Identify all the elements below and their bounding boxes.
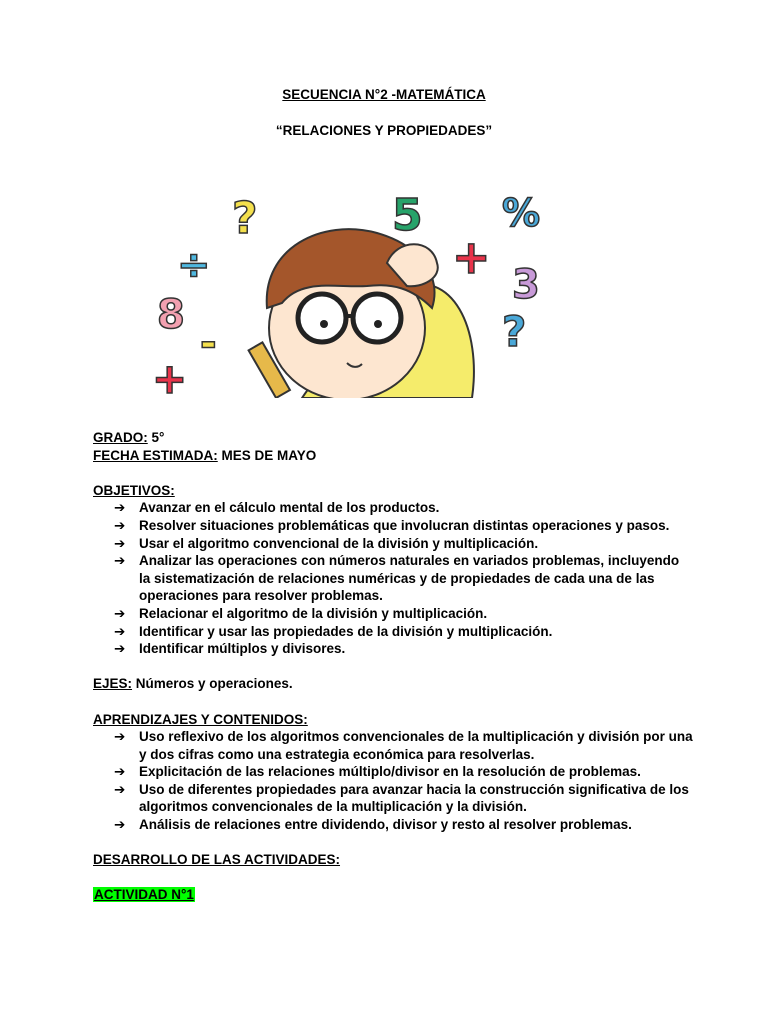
- objetivos-heading: OBJETIVOS:: [93, 482, 175, 498]
- list-item: ➔ Usar el algoritmo convencional de la división y multiplicación.: [114, 535, 539, 551]
- list-item: ➔ Avanzar en el cálculo mental de los productos.: [114, 500, 440, 516]
- fecha-value: MES DE MAYO: [217, 447, 317, 463]
- svg-text:?: ?: [232, 193, 258, 244]
- arrow-bullet-icon: ➔: [114, 817, 126, 833]
- thinking-child-icon: [152, 178, 560, 398]
- svg-text:+: +: [152, 354, 188, 398]
- actividad-line: [93, 886, 693, 904]
- svg-text:3: 3: [512, 262, 540, 308]
- list-item: ➔ Relacionar el algoritmo de la división y multiplicación.: [114, 605, 488, 621]
- aprendizajes-list: [93, 728, 693, 834]
- aprendizajes-heading: APRENDIZAJES Y CONTENIDOS:: [93, 711, 308, 727]
- svg-text:?: ?: [502, 307, 527, 356]
- arrow-bullet-icon: ➔: [114, 623, 126, 639]
- svg-text:+: +: [452, 230, 491, 284]
- ejes-line: [93, 675, 693, 693]
- svg-text:8: 8: [157, 292, 185, 338]
- list-item: ➔ Explicitación de las relaciones múltiplo/divisor en la resolución de problemas.: [114, 764, 641, 780]
- document-body: [93, 429, 693, 904]
- document-title: SECUENCIA N°2 -MATEMÁTICA: [282, 87, 486, 102]
- arrow-bullet-icon: ➔: [114, 553, 126, 569]
- list-item: ➔ Identificar y usar las propiedades de la división y multiplicación.: [114, 623, 553, 639]
- arrow-bullet-icon: ➔: [114, 781, 126, 797]
- arrow-bullet-icon: ➔: [114, 729, 126, 745]
- arrow-bullet-icon: ➔: [114, 641, 126, 657]
- svg-text:÷: ÷: [177, 242, 211, 288]
- thinking-child-illustration: [152, 178, 560, 398]
- arrow-bullet-icon: ➔: [114, 764, 126, 780]
- arrow-bullet-icon: ➔: [114, 535, 126, 551]
- arrow-bullet-icon: ➔: [114, 605, 126, 621]
- fecha-line: [93, 447, 693, 465]
- grado-line: [93, 429, 693, 447]
- svg-text:-: -: [200, 320, 217, 366]
- svg-text:%: %: [502, 191, 541, 235]
- arrow-bullet-icon: ➔: [114, 500, 126, 516]
- list-item: ➔ Uso reflexivo de los algoritmos convencionales de la multiplicación y división por una y dos cifras como una estrategia económica para resolverlas.: [114, 729, 693, 762]
- grado-label: GRADO:: [93, 430, 148, 445]
- ejes-value: Números y operaciones.: [132, 676, 293, 692]
- fecha-label: FECHA ESTIMADA:: [93, 447, 218, 463]
- document-subtitle: “RELACIONES Y PROPIEDADES”: [275, 123, 493, 138]
- arrow-bullet-icon: ➔: [114, 517, 126, 533]
- list-item: ➔ Análisis de relaciones entre dividendo, divisor y resto al resolver problemas.: [114, 817, 632, 833]
- grado-value: 5°: [147, 430, 165, 445]
- list-item: ➔ Uso de diferentes propiedades para avanzar hacia la construcción significativa de los algoritmos convencionales de la multiplicación y la división.: [114, 781, 689, 815]
- ejes-label: EJES:: [93, 676, 133, 692]
- list-item: ➔ Analizar las operaciones con números naturales en variados problemas, incluyendo la sistematización de relaciones numéricas y de propiedades de cada una de las operaciones para resolver problemas.: [114, 553, 680, 604]
- svg-text:5: 5: [392, 190, 423, 241]
- objetivos-list: [93, 499, 693, 657]
- desarrollo-heading: DESARROLLO DE LAS ACTIVIDADES:: [93, 852, 341, 868]
- actividad-label: ACTIVIDAD N°1: [94, 887, 194, 903]
- list-item: ➔ Resolver situaciones problemáticas que involucran distintas operaciones y pasos.: [114, 517, 670, 533]
- list-item: ➔ Identificar múltiplos y divisores.: [114, 641, 346, 657]
